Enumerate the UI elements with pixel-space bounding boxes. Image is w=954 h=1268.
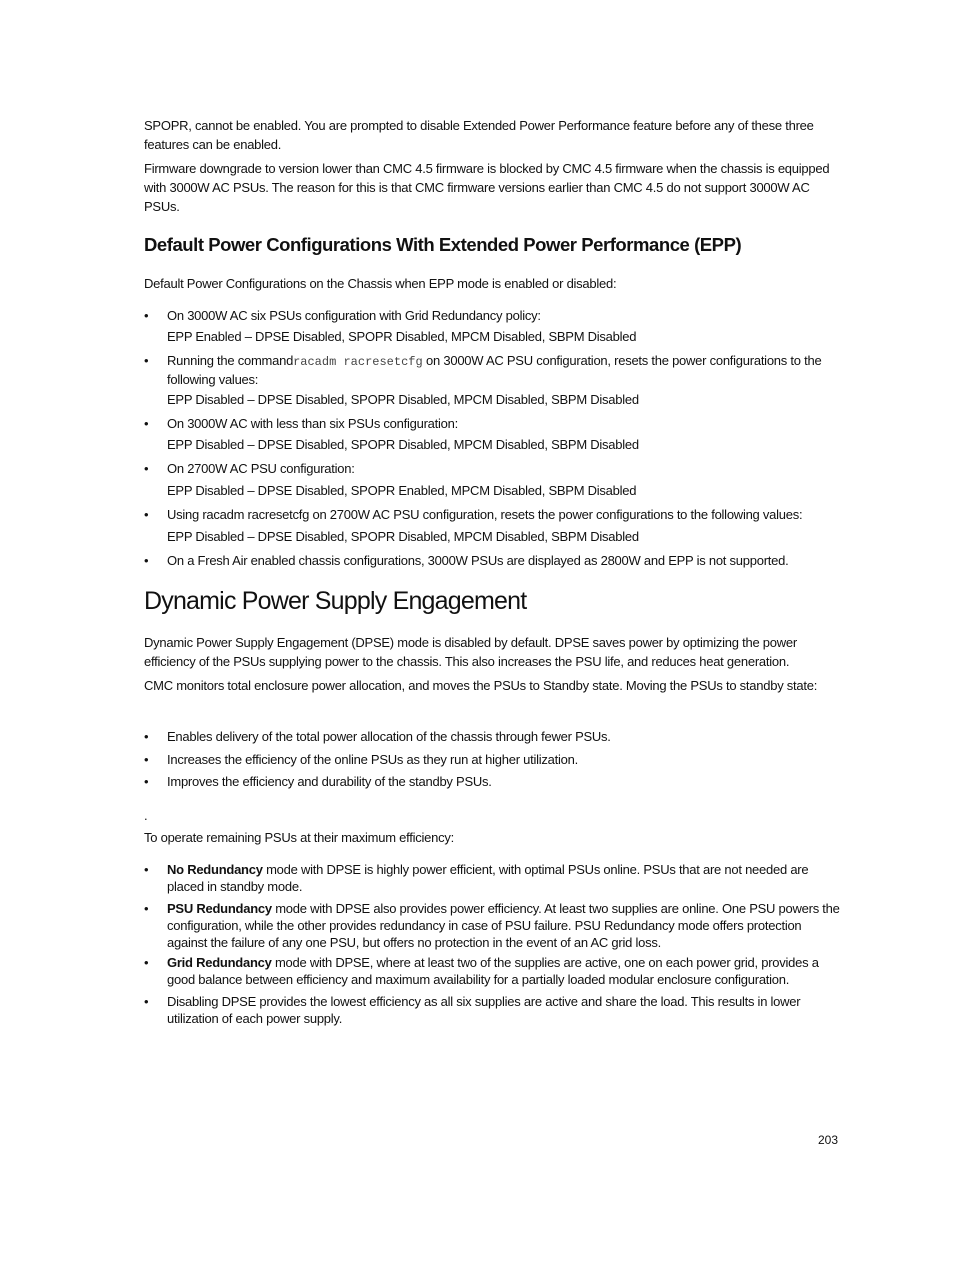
- mode-description: Disabling DPSE provides the lowest efficiency as all six supplies are active and share the load. This results in lower utilization of each power supply.: [167, 994, 801, 1026]
- intro-paragraph-2: Firmware downgrade to version lower than CMC 4.5 firmware is blocked by CMC 4.5 firmware when the chassis is equipped with 3000W AC PSUs. The reason for this is that CMC firmware versions earlier than CMC 4.5 do not support 3000W AC PSUs.: [144, 161, 830, 214]
- list-item-text: Improves the efficiency and durability of the standby PSUs.: [167, 774, 492, 789]
- list-item-detail: EPP Enabled – DPSE Disabled, SPOPR Disabled, MPCM Disabled, SBPM Disabled: [167, 329, 637, 344]
- dpse-paragraph-2: CMC monitors total enclosure power allocation, and moves the PSUs to Standby state. Moving the PSUs to standby state:: [144, 678, 818, 693]
- bullet-glyph: •: [144, 901, 149, 916]
- list-item-text: [167, 900, 842, 951]
- list-item-text: [167, 954, 842, 988]
- section-heading-dpse: Dynamic Power Supply Engagement: [144, 587, 527, 615]
- list-item-text: [167, 352, 842, 388]
- bullet-glyph: •: [144, 729, 149, 744]
- list-item-text-before: Running the command: [167, 353, 294, 368]
- bullet-glyph: •: [144, 308, 149, 323]
- mode-description: mode with DPSE also provides power efficiency. At least two supplies are online. One PSU powers the configuration, while the other provides redundancy in case of PSU failure. PSU Redundancy mode offers protection against the failure of any one PSU, but offers no protection in the event of an AC grid loss.: [167, 901, 840, 950]
- mode-label: PSU Redundancy: [167, 901, 272, 916]
- inline-code: racadm racresetcfg: [293, 355, 423, 369]
- list-item-text: On 3000W AC six PSUs configuration with Grid Redundancy policy:: [167, 308, 541, 323]
- epp-lead-paragraph: Default Power Configurations on the Chassis when EPP mode is enabled or disabled:: [144, 276, 617, 291]
- mode-label: No Redundancy: [167, 862, 263, 877]
- bullet-glyph: •: [144, 955, 149, 970]
- list-item-text: [167, 861, 842, 895]
- list-item-detail: EPP Disabled – DPSE Disabled, SPOPR Disabled, MPCM Disabled, SBPM Disabled: [167, 437, 639, 452]
- dpse-paragraph-1: Dynamic Power Supply Engagement (DPSE) mode is disabled by default. DPSE saves power by optimizing the power efficiency of the PSUs supplying power to the chassis. This also increases the PSU life, and reduces heat generation.: [144, 635, 797, 669]
- bullet-glyph: •: [144, 416, 149, 431]
- bullet-glyph: •: [144, 553, 149, 568]
- intro-paragraph-1: SPOPR, cannot be enabled. You are prompted to disable Extended Power Performance feature before any of these three features can be enabled.: [144, 118, 814, 152]
- list-item-text: Enables delivery of the total power allocation of the chassis through fewer PSUs.: [167, 729, 611, 744]
- mode-label: Grid Redundancy: [167, 955, 272, 970]
- list-item-text: On 2700W AC PSU configuration:: [167, 461, 355, 476]
- list-item-detail: EPP Disabled – DPSE Disabled, SPOPR Enabled, MPCM Disabled, SBPM Disabled: [167, 483, 637, 498]
- list-item-text-after: on 3000W AC PSU configuration, resets the power configurations to the following values:: [167, 353, 822, 387]
- bullet-glyph: •: [144, 862, 149, 877]
- bullet-glyph: •: [144, 774, 149, 789]
- list-item-text: Increases the efficiency of the online PSUs as they run at higher utilization.: [167, 752, 578, 767]
- bullet-glyph: •: [144, 461, 149, 476]
- section-heading-epp: Default Power Configurations With Extended Power Performance (EPP): [144, 234, 742, 255]
- bullet-glyph: •: [144, 994, 149, 1009]
- list-item-detail: EPP Disabled – DPSE Disabled, SPOPR Disabled, MPCM Disabled, SBPM Disabled: [167, 529, 639, 544]
- stray-period: .: [144, 808, 148, 823]
- bullet-glyph: •: [144, 507, 149, 522]
- list-item-text: [167, 993, 842, 1027]
- dpse-paragraph-3: To operate remaining PSUs at their maximum efficiency:: [144, 830, 454, 845]
- mode-description: mode with DPSE is highly power efficient, with optimal PSUs online. PSUs that are not needed are placed in standby mode.: [167, 862, 809, 894]
- list-item-detail: EPP Disabled – DPSE Disabled, SPOPR Disabled, MPCM Disabled, SBPM Disabled: [167, 392, 639, 407]
- list-item-text: On a Fresh Air enabled chassis configurations, 3000W PSUs are displayed as 2800W and EPP is not supported.: [167, 553, 789, 568]
- bullet-glyph: •: [144, 353, 149, 368]
- mode-description: mode with DPSE, where at least two of the supplies are active, one on each power grid, provides a good balance between efficiency and maximum availability for a partially loaded modular enclosure configuration.: [167, 955, 819, 987]
- list-item-text: Using racadm racresetcfg on 2700W AC PSU configuration, resets the power configurations to the following values:: [167, 507, 803, 522]
- page-number: 203: [818, 1133, 839, 1147]
- list-item-text: On 3000W AC with less than six PSUs configuration:: [167, 416, 458, 431]
- bullet-glyph: •: [144, 752, 149, 767]
